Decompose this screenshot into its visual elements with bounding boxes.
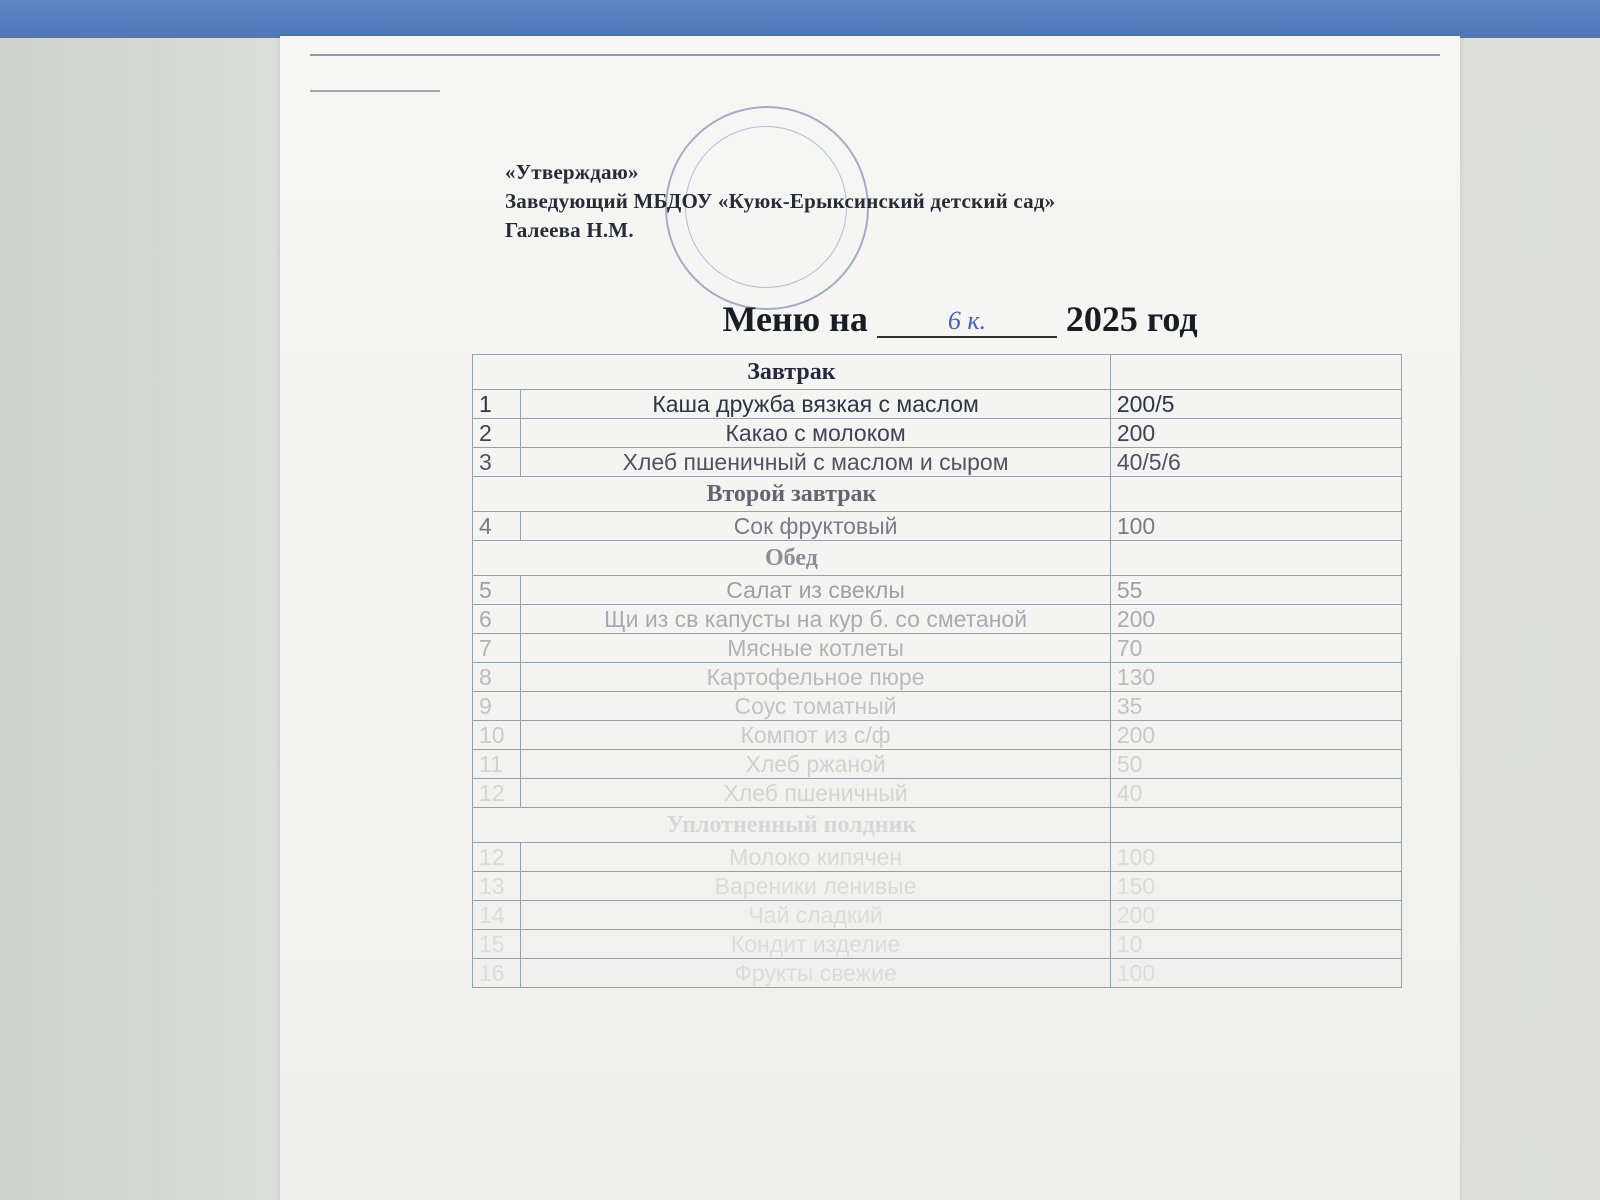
- dish-name: Щи из св капусты на кур б. со сметаной: [521, 605, 1110, 634]
- section-weight-cell: [1110, 355, 1401, 390]
- dish-weight: 200: [1110, 419, 1401, 448]
- item-number: 15: [473, 930, 521, 959]
- dish-name: Вареники ленивые: [521, 872, 1110, 901]
- item-number: 6: [473, 605, 521, 634]
- table-row: [473, 419, 1402, 448]
- dish-name: Сок фруктовый: [521, 512, 1110, 541]
- table-row: [473, 901, 1402, 930]
- item-number: 1: [473, 390, 521, 419]
- table-row: [473, 872, 1402, 901]
- section-header-row: [473, 808, 1402, 843]
- section-header-row: [473, 355, 1402, 390]
- dish-name: Какао с молоком: [521, 419, 1110, 448]
- item-number: 11: [473, 750, 521, 779]
- dish-name: Кондит изделие: [521, 930, 1110, 959]
- table-row: [473, 843, 1402, 872]
- dish-name: Каша дружба вязкая с маслом: [521, 390, 1110, 419]
- dish-weight: 10: [1110, 930, 1401, 959]
- dish-weight: 50: [1110, 750, 1401, 779]
- dish-name: Компот из с/ф: [521, 721, 1110, 750]
- dish-weight: 70: [1110, 634, 1401, 663]
- table-row: [473, 750, 1402, 779]
- section-weight-cell: [1110, 477, 1401, 512]
- dish-weight: 200: [1110, 721, 1401, 750]
- approval-signatory: Галеева Н.М.: [505, 218, 634, 242]
- dish-name: Чай сладкий: [521, 901, 1110, 930]
- dish-name: Молоко кипячен: [521, 843, 1110, 872]
- dish-weight: 35: [1110, 692, 1401, 721]
- dish-weight: 55: [1110, 576, 1401, 605]
- table-row: [473, 721, 1402, 750]
- document-page: [280, 36, 1460, 1200]
- section-header-row: [473, 477, 1402, 512]
- window-titlebar: [0, 0, 1600, 38]
- table-row: [473, 930, 1402, 959]
- dish-weight: 100: [1110, 959, 1401, 988]
- table-row: [473, 512, 1402, 541]
- table-row: [473, 634, 1402, 663]
- approval-heading: «Утверждаю»: [505, 160, 639, 184]
- item-number: 16: [473, 959, 521, 988]
- dish-weight: 100: [1110, 512, 1401, 541]
- item-number: 7: [473, 634, 521, 663]
- item-number: 12: [473, 843, 521, 872]
- dish-weight: 40: [1110, 779, 1401, 808]
- table-row: [473, 576, 1402, 605]
- table-row: [473, 663, 1402, 692]
- table-row: [473, 448, 1402, 477]
- section-title: Второй завтрак: [473, 477, 1111, 512]
- approval-block: [505, 158, 1205, 245]
- item-number: 5: [473, 576, 521, 605]
- page-title: [660, 298, 1260, 340]
- dish-name: Хлеб ржаной: [521, 750, 1110, 779]
- item-number: 12: [473, 779, 521, 808]
- title-prefix: Меню на: [722, 299, 868, 339]
- table-row: [473, 779, 1402, 808]
- title-suffix: 2025 год: [1065, 299, 1198, 339]
- page-top-rule: [310, 54, 1440, 56]
- table-row: [473, 692, 1402, 721]
- section-header-row: [473, 541, 1402, 576]
- section-title: Уплотненный полдник: [473, 808, 1111, 843]
- dish-weight: 40/5/6: [1110, 448, 1401, 477]
- item-number: 14: [473, 901, 521, 930]
- dish-name: Салат из свеклы: [521, 576, 1110, 605]
- item-number: 4: [473, 512, 521, 541]
- table-row: [473, 390, 1402, 419]
- section-title: Обед: [473, 541, 1111, 576]
- item-number: 10: [473, 721, 521, 750]
- dish-name: Хлеб пшеничный: [521, 779, 1110, 808]
- dish-name: Мясные котлеты: [521, 634, 1110, 663]
- dish-weight: 150: [1110, 872, 1401, 901]
- menu-table: [472, 354, 1402, 988]
- item-number: 3: [473, 448, 521, 477]
- dish-weight: 200: [1110, 605, 1401, 634]
- dish-name: Соус томатный: [521, 692, 1110, 721]
- table-row: [473, 959, 1402, 988]
- page-header-rule: [310, 90, 440, 92]
- item-number: 2: [473, 419, 521, 448]
- dish-weight: 200/5: [1110, 390, 1401, 419]
- table-row: [473, 605, 1402, 634]
- dish-name: Фрукты свежие: [521, 959, 1110, 988]
- dish-weight: 130: [1110, 663, 1401, 692]
- item-number: 9: [473, 692, 521, 721]
- item-number: 8: [473, 663, 521, 692]
- section-weight-cell: [1110, 541, 1401, 576]
- dish-weight: 100: [1110, 843, 1401, 872]
- dish-weight: 200: [1110, 901, 1401, 930]
- handwritten-date: 6 к.: [877, 306, 1057, 338]
- dish-name: Хлеб пшеничный с маслом и сыром: [521, 448, 1110, 477]
- item-number: 13: [473, 872, 521, 901]
- section-title: Завтрак: [473, 355, 1111, 390]
- section-weight-cell: [1110, 808, 1401, 843]
- approval-position: Заведующий МБДОУ «Куюк-Ерыксинский детский сад»: [505, 189, 1056, 213]
- dish-name: Картофельное пюре: [521, 663, 1110, 692]
